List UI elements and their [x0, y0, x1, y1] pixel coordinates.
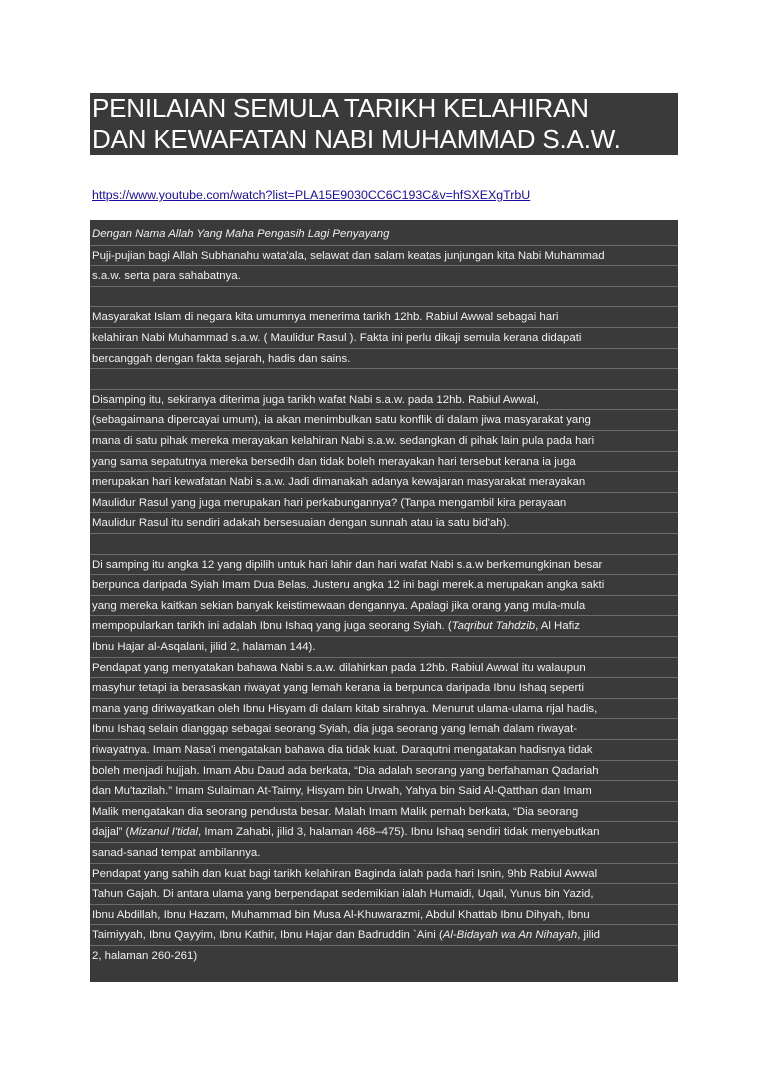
text-line: Ibnu Hajar al-Asqalani, jilid 2, halaman 144). [90, 636, 678, 657]
text-line: s.a.w. serta para sahabatnya. [90, 265, 678, 286]
blank-row [90, 368, 678, 389]
text-line: 2, halaman 260-261) [90, 945, 678, 966]
text-line: Maulidur Rasul itu sendiri adakah bersesuaian dengan sunnah atau ia satu bid'ah). [90, 512, 678, 533]
text-segment: , jilid [577, 929, 601, 941]
blank-row [90, 533, 678, 554]
text-line: Malik mengatakan dia seorang pendusta besar. Malah Imam Malik pernah berkata, “Dia seorang [90, 801, 678, 822]
text-line: masyhur tetapi ia berasaskan riwayat yang lemah kerana ia berpunca daripada Ibnu Ishaq seperti [90, 677, 678, 698]
text-line: merupakan hari kewafatan Nabi s.a.w. Jadi dimanakah adanya kewajaran masyarakat merayakan [90, 471, 678, 492]
text-line [90, 224, 678, 245]
text-line: riwayatnya. Imam Nasa'i mengatakan bahawa dia tidak kuat. Daraqutni mengatakan hadisnya tidak [90, 739, 678, 760]
text-segment: mempopularkan tarikh ini adalah Ibnu Ishaq yang juga seorang Syiah. ( [92, 620, 452, 632]
text-line: Pendapat yang menyatakan bahawa Nabi s.a.w. dilahirkan pada 12hb. Rabiul Awwal itu walaupun [90, 657, 678, 678]
blank-row [90, 286, 678, 307]
text-line: Disamping itu, sekiranya diterima juga tarikh wafat Nabi s.a.w. pada 12hb. Rabiul Awwal, [90, 389, 678, 410]
article-body [90, 220, 678, 982]
title-block [90, 93, 678, 155]
text-line [90, 821, 678, 842]
text-line: mana yang diriwayatkan oleh Ibnu Hisyam di dalam kitab sirahnya. Menurut ulama-ulama rijal hadis, [90, 698, 678, 719]
text-line: (sebagaimana dipercayai umum), ia akan menimbulkan satu konflik di dalam jiwa masyarakat yang [90, 409, 678, 430]
text-line [90, 615, 678, 636]
text-line: sanad-sanad tempat ambilannya. [90, 842, 678, 863]
text-line [90, 924, 678, 945]
text-line: Tahun Gajah. Di antara ulama yang berpendapat sedemikian ialah Humaidi, Uqail, Yunus bin Yazid, [90, 883, 678, 904]
title-line-1: PENILAIAN SEMULA TARIKH KELAHIRAN [92, 93, 589, 123]
text-segment: , Al Hafiz [535, 620, 581, 632]
text-line-italic: Dengan Nama Allah Yang Maha Pengasih Lagi Penyayang [92, 228, 390, 240]
text-line: Di samping itu angka 12 yang dipilih untuk hari lahir dan hari wafat Nabi s.a.w berkemungkinan besar [90, 554, 678, 575]
text-line: yang mereka kaitkan sekian banyak keistimewaan dengannya. Apalagi jika orang yang mula-mula [90, 595, 678, 616]
title-line-2: DAN KEWAFATAN NABI MUHAMMAD S.A.W. [92, 124, 621, 154]
text-line: Pendapat yang sahih dan kuat bagi tarikh kelahiran Baginda ialah pada hari Isnin, 9hb Rabiul Awwal [90, 863, 678, 884]
text-line: yang sama sepatutnya mereka bersedih dan tidak boleh merayakan hari tersebut kerana ia juga [90, 451, 678, 472]
youtube-link[interactable]: https://www.youtube.com/watch?list=PLA15E9030CC6C193C&v=hfSXEXgTrbU [92, 188, 531, 202]
text-segment: , Imam Zahabi, jilid 3, halaman 468–475). Ibnu Ishaq sendiri tidak menyebutkan [198, 826, 600, 838]
text-line: boleh menjadi hujjah. Imam Abu Daud ada berkata, “Dia adalah seorang yang berfahaman Qadariah [90, 760, 678, 781]
citation-title: Al-Bidayah wa An Nihayah [442, 929, 578, 941]
text-line: Masyarakat Islam di negara kita umumnya menerima tarikh 12hb. Rabiul Awwal sebagai hari [90, 306, 678, 327]
text-line: Ibnu Abdillah, Ibnu Hazam, Muhammad bin Musa Al-Khuwarazmi, Abdul Khattab Ibnu Dihyah, Ibnu [90, 904, 678, 925]
citation-title: Taqribut Tahdzib [451, 620, 536, 632]
text-line: Ibnu Ishaq selain dianggap sebagai seorang Syiah, dia juga seorang yang lemah dalam riwayat- [90, 718, 678, 739]
citation-title: Mizanul I'tidal [129, 826, 199, 838]
text-line: berpunca daripada Syiah Imam Dua Belas. Justeru angka 12 ini bagi merek.a merupakan angka sakti [90, 574, 678, 595]
text-line: kelahiran Nabi Muhammad s.a.w. ( Maulidur Rasul ). Fakta ini perlu dikaji semula kerana didapati [90, 327, 678, 348]
text-line: mana di satu pihak mereka merayakan kelahiran Nabi s.a.w. sedangkan di pihak lain pula pada hari [90, 430, 678, 451]
text-line: dan Mu'tazilah.” Imam Sulaiman At-Taimy, Hisyam bin Urwah, Yahya bin Said Al-Qatthan dan Imam [90, 780, 678, 801]
text-line: Puji-pujian bagi Allah Subhanahu wata'ala, selawat dan salam keatas junjungan kita Nabi Muhammad [90, 245, 678, 266]
text-segment: Taimiyyah, Ibnu Qayyim, Ibnu Kathir, Ibnu Hajar dan Badruddin `Aini ( [92, 929, 443, 941]
text-line: bercanggah dengan fakta sejarah, hadis dan sains. [90, 348, 678, 369]
text-line: Maulidur Rasul yang juga merupakan hari perkabungannya? (Tanpa mengambil kira perayaan [90, 492, 678, 513]
text-segment: dajjal” ( [92, 826, 130, 838]
